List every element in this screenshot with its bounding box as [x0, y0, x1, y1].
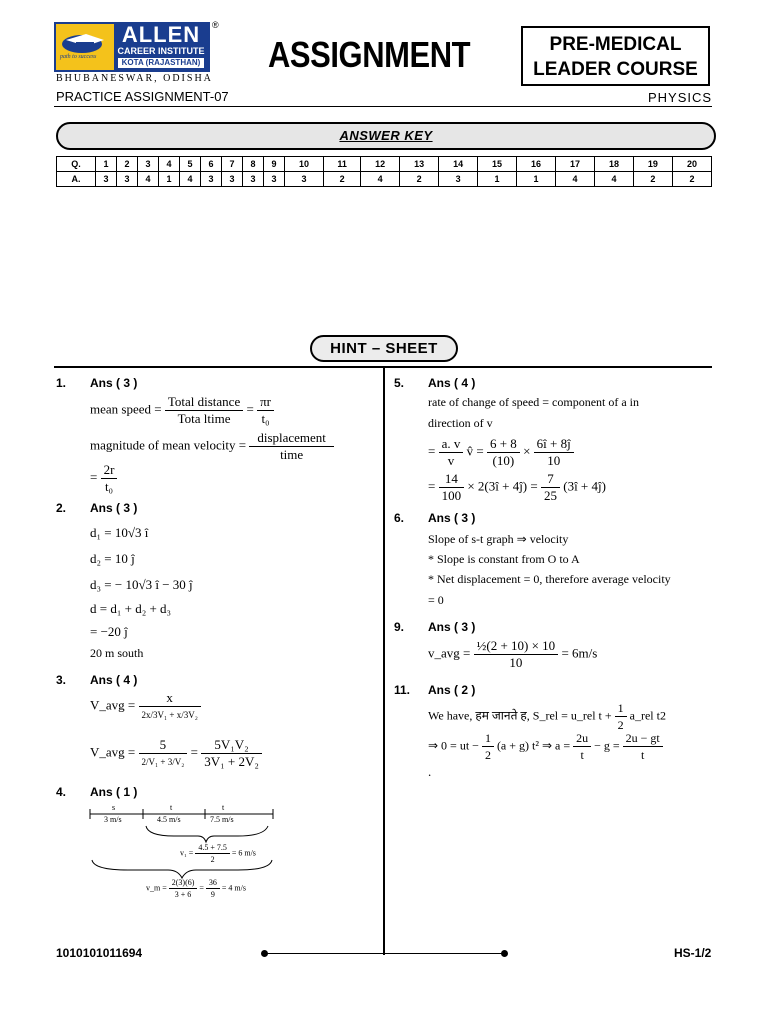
answer-cell: 3 — [222, 172, 243, 187]
q6-line-4: = 0 — [428, 593, 444, 607]
practice-label: PRACTICE ASSIGNMENT-07 — [56, 89, 229, 104]
answer-cell: 3 — [117, 172, 138, 187]
answer-cell: 4 — [138, 172, 159, 187]
logo-place: KOTA (RAJASTHAN) — [118, 58, 204, 68]
question-cell: 8 — [243, 157, 264, 172]
q9-answer: Ans ( 3 ) — [428, 620, 476, 634]
q4-answer: Ans ( 1 ) — [90, 785, 138, 799]
q4-v3: 7.5 m/s — [210, 815, 234, 824]
q11-l2-den2: t — [580, 748, 584, 762]
answer-cell: 1 — [159, 172, 180, 187]
q4-formula-2 — [146, 877, 246, 900]
q1-number: 1. — [56, 376, 67, 390]
q5-line-4 — [428, 471, 606, 504]
q4-number: 4. — [56, 785, 67, 799]
q9-l1-num: ½(2 + 10) × 10 — [474, 638, 559, 655]
q4-f2-den2: 9 — [210, 890, 215, 899]
q3-vavg-2 — [90, 737, 262, 770]
q6-line-2: * Slope is constant from O to A — [428, 552, 580, 566]
q6-answer: Ans ( 3 ) — [428, 511, 476, 525]
q11-l2-num3: 2u − gt — [623, 730, 663, 747]
answer-cell: 3 — [439, 172, 478, 187]
q11-l2-b: (a + g) t² ⇒ a = — [496, 738, 571, 753]
question-cell: 20 — [672, 157, 711, 172]
question-cell: 16 — [517, 157, 556, 172]
question-cell: 3 — [138, 157, 159, 172]
q2-line-3: d₃ = − 10√3 î − 30 ĵ — [90, 577, 193, 592]
q5-number: 5. — [394, 376, 405, 390]
question-row — [57, 157, 712, 172]
q5-l4-den2: 25 — [543, 488, 557, 503]
answer-cell: 4 — [180, 172, 201, 187]
q1-mean-speed — [90, 394, 274, 427]
q5-l3-eq: = — [428, 443, 436, 459]
q5-line-1: rate of change of speed = component of a in — [428, 395, 640, 409]
q1-l1-num2: πr — [257, 394, 274, 411]
question-cell: 13 — [400, 157, 439, 172]
q4-f1-label: v₁ = — [180, 848, 194, 858]
q4-f2-eq: = — [199, 883, 204, 893]
q3-number: 3. — [56, 673, 67, 687]
q4-formula-1 — [180, 842, 256, 865]
question-cell: 4 — [159, 157, 180, 172]
q2-line-5: = −20 ĵ — [90, 624, 128, 639]
answer-cell: 3 — [243, 172, 264, 187]
q9-l1-den: 10 — [509, 655, 523, 670]
question-cell: 19 — [633, 157, 672, 172]
hint-sheet-title: HINT – SHEET — [310, 335, 458, 362]
answer-cell: 3 — [201, 172, 222, 187]
q5-l4-end: (3î + 4ĵ) — [563, 478, 606, 494]
q11-l1-num: 1 — [615, 700, 627, 717]
allen-logo — [54, 22, 210, 72]
q5-answer: Ans ( 4 ) — [428, 376, 476, 390]
answer-cell: 3 — [96, 172, 117, 187]
q11-l2-a: ⇒ 0 = ut − — [428, 738, 479, 753]
q11-answer: Ans ( 2 ) — [428, 683, 476, 697]
question-cell: 10 — [285, 157, 324, 172]
q4-label-t2: t — [222, 803, 225, 812]
q4-f1-den: 2 — [210, 855, 215, 864]
q3-l2-den2: 3V₁ + 2V₂ — [204, 754, 259, 769]
q1-l3-label: = — [90, 469, 98, 485]
answer-cell: 2 — [633, 172, 672, 187]
question-cell: 11 — [323, 157, 360, 172]
q1-result — [90, 462, 117, 495]
q4-f2-num: 2(3)(6) — [169, 877, 198, 889]
q-header-cell: Q. — [57, 157, 96, 172]
q1-l2-den: time — [280, 447, 304, 462]
q9-line-1 — [428, 638, 597, 671]
q2-answer: Ans ( 3 ) — [90, 501, 138, 515]
q1-l2-label: magnitude of mean velocity = — [90, 437, 247, 453]
footer-dot-left — [261, 950, 268, 957]
answer-cell: 4 — [556, 172, 595, 187]
answer-cell: 2 — [400, 172, 439, 187]
q9-l1-label: v_avg = — [428, 645, 471, 661]
answer-key-table — [56, 156, 712, 187]
q4-label-s: s — [112, 803, 116, 812]
q1-l1-den: Tota ltime — [177, 411, 231, 426]
q3-l2-eq: = — [190, 744, 198, 760]
registered-mark: ® — [212, 20, 219, 30]
q1-l1-den2: t₀ — [261, 411, 270, 426]
a-header-cell: A. — [57, 172, 96, 187]
q2-line-2: d₂ = 10 ĵ — [90, 551, 135, 566]
q11-line-2 — [428, 730, 663, 763]
q3-l1-num: x — [139, 690, 201, 707]
q5-l4-num: 14 — [439, 471, 465, 488]
q5-l3-num: a. v — [439, 436, 464, 453]
q3-l2-num: 5 — [139, 737, 188, 754]
question-cell: 5 — [180, 157, 201, 172]
footer-page: HS-1/2 — [674, 946, 712, 960]
q11-l2-num: 1 — [482, 730, 494, 747]
q11-line-3: . — [428, 764, 432, 779]
q5-l4-den: 100 — [441, 488, 462, 503]
logo-sub: CAREER INSTITUTE — [117, 46, 205, 56]
q3-l2-den: 2/V₁ + 3/V₂ — [141, 757, 185, 767]
q11-l1-b: a_rel t2 — [629, 708, 666, 723]
question-cell: 6 — [201, 157, 222, 172]
q11-number: 11. — [394, 683, 411, 697]
q1-mean-velocity — [90, 430, 334, 463]
page-title: ASSIGNMENT — [268, 34, 471, 75]
q4-v1: 3 m/s — [104, 815, 122, 824]
answer-row — [57, 172, 712, 187]
question-cell: 18 — [594, 157, 633, 172]
q5-l3-times: × — [523, 443, 531, 459]
q5-l4-eq: = — [428, 478, 436, 494]
q5-l3-vhat: v̂ = — [466, 443, 484, 459]
q11-l2-den: 2 — [484, 748, 491, 762]
q5-l4-num2: 7 — [541, 471, 560, 488]
question-cell: 1 — [96, 157, 117, 172]
q3-l1-den: 2x/3V₁ + x/3V₂ — [141, 710, 198, 720]
answer-cell: 2 — [672, 172, 711, 187]
q6-line-3: * Net displacement = 0, therefore average velocity — [428, 572, 671, 586]
q11-l1-den: 2 — [617, 718, 624, 732]
q2-line-1: d₁ = 10√3 î — [90, 525, 149, 540]
q11-line-1 — [428, 700, 666, 733]
graduation-cap-icon — [56, 24, 114, 70]
answer-key-title: ANSWER KEY — [339, 128, 433, 143]
q5-line-3 — [428, 436, 574, 469]
q9-l1-res: = 6m/s — [561, 645, 598, 661]
q5-l3-den3: 10 — [547, 453, 561, 468]
logo-emblem — [56, 24, 114, 70]
answer-cell: 4 — [594, 172, 633, 187]
q1-l1-eq: = — [246, 401, 254, 417]
q1-l2-num: displacement — [249, 430, 334, 447]
q3-l2-num2: 5V₁V₂ — [201, 737, 262, 754]
q1-answer: Ans ( 3 ) — [90, 376, 138, 390]
q4-f2-den: 3 + 6 — [174, 890, 192, 899]
q6-number: 6. — [394, 511, 405, 525]
q9-number: 9. — [394, 620, 405, 634]
q5-line-2: direction of v — [428, 416, 493, 430]
q4-f1-num: 4.5 + 7.5 — [195, 842, 230, 854]
q4-v2: 4.5 m/s — [157, 815, 181, 824]
logo-brand: ALLEN — [121, 22, 201, 47]
q2-line-4: d = d₁ + d₂ + d₃ — [90, 601, 172, 616]
q1-l1-num: Total distance — [165, 394, 243, 411]
answer-cell: 2 — [323, 172, 360, 187]
q3-l2-label: V_avg = — [90, 744, 136, 760]
question-cell: 9 — [264, 157, 285, 172]
answer-cell: 1 — [478, 172, 517, 187]
answer-key-banner — [56, 122, 716, 150]
q1-l3-num: 2r — [101, 462, 118, 479]
answer-cell: 3 — [264, 172, 285, 187]
q1-l1-label: mean speed = — [90, 401, 162, 417]
header-divider — [54, 106, 712, 107]
footer-dot-right — [501, 950, 508, 957]
answer-cell: 3 — [285, 172, 324, 187]
q4-f2-res: = 4 m/s — [221, 883, 246, 893]
subject-label: PHYSICS — [648, 90, 713, 105]
logo-text — [114, 24, 208, 70]
question-cell: 17 — [556, 157, 595, 172]
question-cell: 15 — [478, 157, 517, 172]
q3-vavg-1 — [90, 690, 201, 723]
footer-rule — [264, 953, 504, 954]
answer-cell: 4 — [361, 172, 400, 187]
course-line-1: PRE-MEDICAL — [549, 34, 682, 55]
logo-tagline: path to success — [60, 54, 97, 60]
q11-l2-c: − g = — [594, 738, 620, 753]
q4-f1-eq: = 6 m/s — [231, 848, 256, 858]
q1-l3-den: t₀ — [104, 479, 114, 494]
q5-l3-den: v — [447, 453, 455, 468]
q2-line-6: 20 m south — [90, 646, 144, 660]
answer-cell: 1 — [517, 172, 556, 187]
q6-line-1: Slope of s-t graph ⇒ velocity — [428, 532, 569, 546]
q2-number: 2. — [56, 501, 67, 515]
question-cell: 7 — [222, 157, 243, 172]
question-cell: 14 — [439, 157, 478, 172]
q3-answer: Ans ( 4 ) — [90, 673, 138, 687]
question-cell: 2 — [117, 157, 138, 172]
q5-l3-num3: 6î + 8ĵ — [534, 436, 574, 453]
q4-f2-label: v_m = — [146, 883, 167, 893]
question-cell: 12 — [361, 157, 400, 172]
column-divider — [383, 367, 385, 955]
q11-l1-a: We have, हम जानते ह, S_rel = u_rel t + — [428, 708, 612, 723]
q11-l2-den3: t — [641, 748, 645, 762]
q4-f2-num2: 36 — [206, 877, 220, 889]
footer-code: 1010101011694 — [56, 946, 143, 960]
q5-l3-den2: (10) — [492, 453, 515, 468]
q5-l3-num2: 6 + 8 — [487, 436, 520, 453]
city-label: BHUBANESWAR, ODISHA — [56, 73, 213, 84]
course-box — [521, 26, 710, 86]
q11-l2-num2: 2u — [573, 730, 591, 747]
q4-label-t1: t — [170, 803, 173, 812]
q3-l1-label: V_avg = — [90, 697, 136, 713]
q5-l4-mid: × 2(3î + 4ĵ) = — [467, 478, 538, 494]
course-line-2: LEADER COURSE — [533, 59, 698, 80]
